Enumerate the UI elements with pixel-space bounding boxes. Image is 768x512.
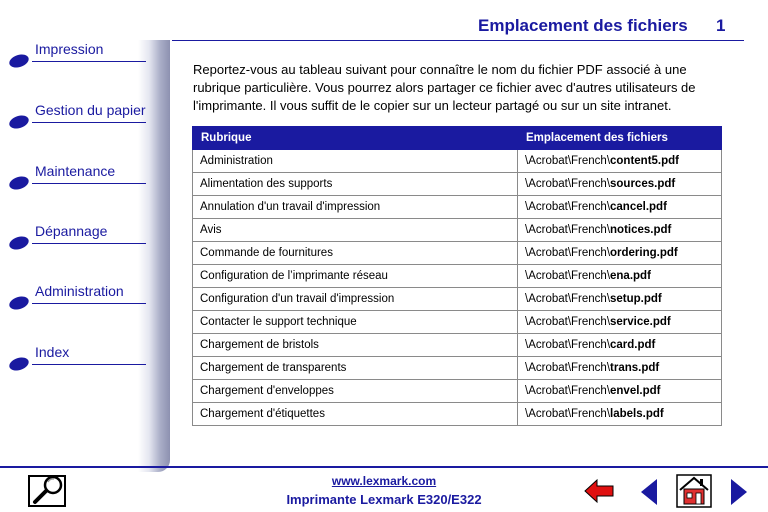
table-row <box>193 265 722 288</box>
bullet-icon <box>8 174 31 192</box>
nav-item-label: Maintenance <box>35 163 116 179</box>
file-location-cell <box>518 380 722 403</box>
path-prefix: \Acrobat\French\ <box>525 155 611 167</box>
nav-item-label: Impression <box>35 41 104 57</box>
file-name: ordering.pdf <box>610 247 678 259</box>
file-name: card.pdf <box>610 339 656 351</box>
path-prefix: \Acrobat\French\ <box>525 408 611 420</box>
column-header-location: Emplacement des fichiers <box>518 127 722 150</box>
path-prefix: \Acrobat\French\ <box>525 339 611 351</box>
topic-cell: Chargement d'enveloppes <box>193 380 518 403</box>
file-location-cell <box>518 242 722 265</box>
topic-cell: Contacter le support technique <box>193 311 518 334</box>
topic-cell: Administration <box>193 150 518 173</box>
path-prefix: \Acrobat\French\ <box>525 385 611 397</box>
file-location-cell <box>518 357 722 380</box>
home-icon[interactable] <box>676 474 712 508</box>
path-prefix: \Acrobat\French\ <box>525 316 611 328</box>
file-name: content5.pdf <box>610 155 680 167</box>
nav-underline <box>32 243 146 244</box>
table-header-row <box>193 127 722 150</box>
column-header-topic: Rubrique <box>193 127 518 150</box>
nav-underline <box>32 61 146 62</box>
table-row <box>193 173 722 196</box>
topic-cell: Chargement de bristols <box>193 334 518 357</box>
file-location-cell <box>518 334 722 357</box>
bullet-icon <box>8 113 31 131</box>
file-name: cancel.pdf <box>610 201 667 213</box>
nav-item-administration[interactable] <box>0 283 150 323</box>
file-location-table <box>192 126 722 426</box>
file-name: labels.pdf <box>610 408 664 420</box>
file-location-cell <box>518 265 722 288</box>
table-row <box>193 380 722 403</box>
page-number: 1 <box>716 16 726 35</box>
nav-item-label: Index <box>35 344 70 360</box>
prev-page-icon[interactable] <box>640 478 658 506</box>
nav-item-index[interactable] <box>0 344 150 384</box>
path-prefix: \Acrobat\French\ <box>525 293 611 305</box>
nav-item-label: Dépannage <box>35 223 108 239</box>
bullet-icon <box>8 355 31 373</box>
nav-underline <box>32 364 146 365</box>
topic-cell: Chargement de transparents <box>193 357 518 380</box>
magnifier-icon[interactable] <box>27 474 67 508</box>
nav-underline <box>32 183 146 184</box>
file-location-cell <box>518 196 722 219</box>
nav-underline <box>32 303 146 304</box>
file-name: service.pdf <box>610 316 671 328</box>
file-location-cell <box>518 150 722 173</box>
file-name: ena.pdf <box>610 270 651 282</box>
topic-cell: Configuration de l’imprimante réseau <box>193 265 518 288</box>
table-row <box>193 242 722 265</box>
table-body <box>193 150 722 426</box>
bullet-icon <box>8 294 31 312</box>
file-name: notices.pdf <box>610 224 672 236</box>
file-location-cell <box>518 403 722 426</box>
path-prefix: \Acrobat\French\ <box>525 247 611 259</box>
topic-cell: Avis <box>193 219 518 242</box>
path-prefix: \Acrobat\French\ <box>525 362 611 374</box>
path-prefix: \Acrobat\French\ <box>525 178 611 190</box>
file-location-cell <box>518 173 722 196</box>
sidebar-nav <box>0 0 172 470</box>
product-name: Imprimante Lexmark E320/E322 <box>286 492 482 507</box>
intro-paragraph: Reportez-vous au tableau suivant pour connaître le nom du fichier PDF associé à une rubrique particulière. Vous pourrez alors partager ce fichier avec d'autres utilisateurs de l'imprimante. Il vous suffit de le copier sur un lecteur partagé ou sur un site intranet. <box>193 62 696 113</box>
table-row <box>193 288 722 311</box>
table-row <box>193 219 722 242</box>
file-location-cell <box>518 288 722 311</box>
next-page-icon[interactable] <box>730 478 748 506</box>
topic-cell: Chargement d'étiquettes <box>193 403 518 426</box>
header-divider <box>172 40 744 41</box>
topic-cell: Configuration d'un travail d'impression <box>193 288 518 311</box>
nav-item-gestion-du-papier[interactable] <box>0 102 150 142</box>
path-prefix: \Acrobat\French\ <box>525 201 611 213</box>
nav-item-impression[interactable] <box>0 41 150 81</box>
path-prefix: \Acrobat\French\ <box>525 270 611 282</box>
nav-item-maintenance[interactable] <box>0 163 150 203</box>
bullet-icon <box>8 234 31 252</box>
topic-cell: Alimentation des supports <box>193 173 518 196</box>
bullet-icon <box>8 52 31 70</box>
file-name: trans.pdf <box>610 362 660 374</box>
path-prefix: \Acrobat\French\ <box>525 224 611 236</box>
table-row <box>193 311 722 334</box>
nav-item-label: Administration <box>35 283 124 299</box>
file-name: setup.pdf <box>610 293 662 305</box>
table-row <box>193 403 722 426</box>
file-location-cell <box>518 219 722 242</box>
footer-divider <box>0 466 768 468</box>
table-row <box>193 357 722 380</box>
table-row <box>193 334 722 357</box>
table-row <box>193 150 722 173</box>
topic-cell: Annulation d'un travail d'impression <box>193 196 518 219</box>
file-name: envel.pdf <box>610 385 661 397</box>
table-row <box>193 196 722 219</box>
topic-cell: Commande de fournitures <box>193 242 518 265</box>
website-link[interactable]: www.lexmark.com <box>331 474 437 488</box>
nav-underline <box>32 122 146 123</box>
file-name: sources.pdf <box>610 178 676 190</box>
file-location-cell <box>518 311 722 334</box>
nav-item-depannage[interactable] <box>0 223 150 263</box>
nav-item-label: Gestion du papier <box>35 102 146 118</box>
back-arrow-icon[interactable] <box>584 478 614 504</box>
page-title: Emplacement des fichiers <box>478 16 688 35</box>
